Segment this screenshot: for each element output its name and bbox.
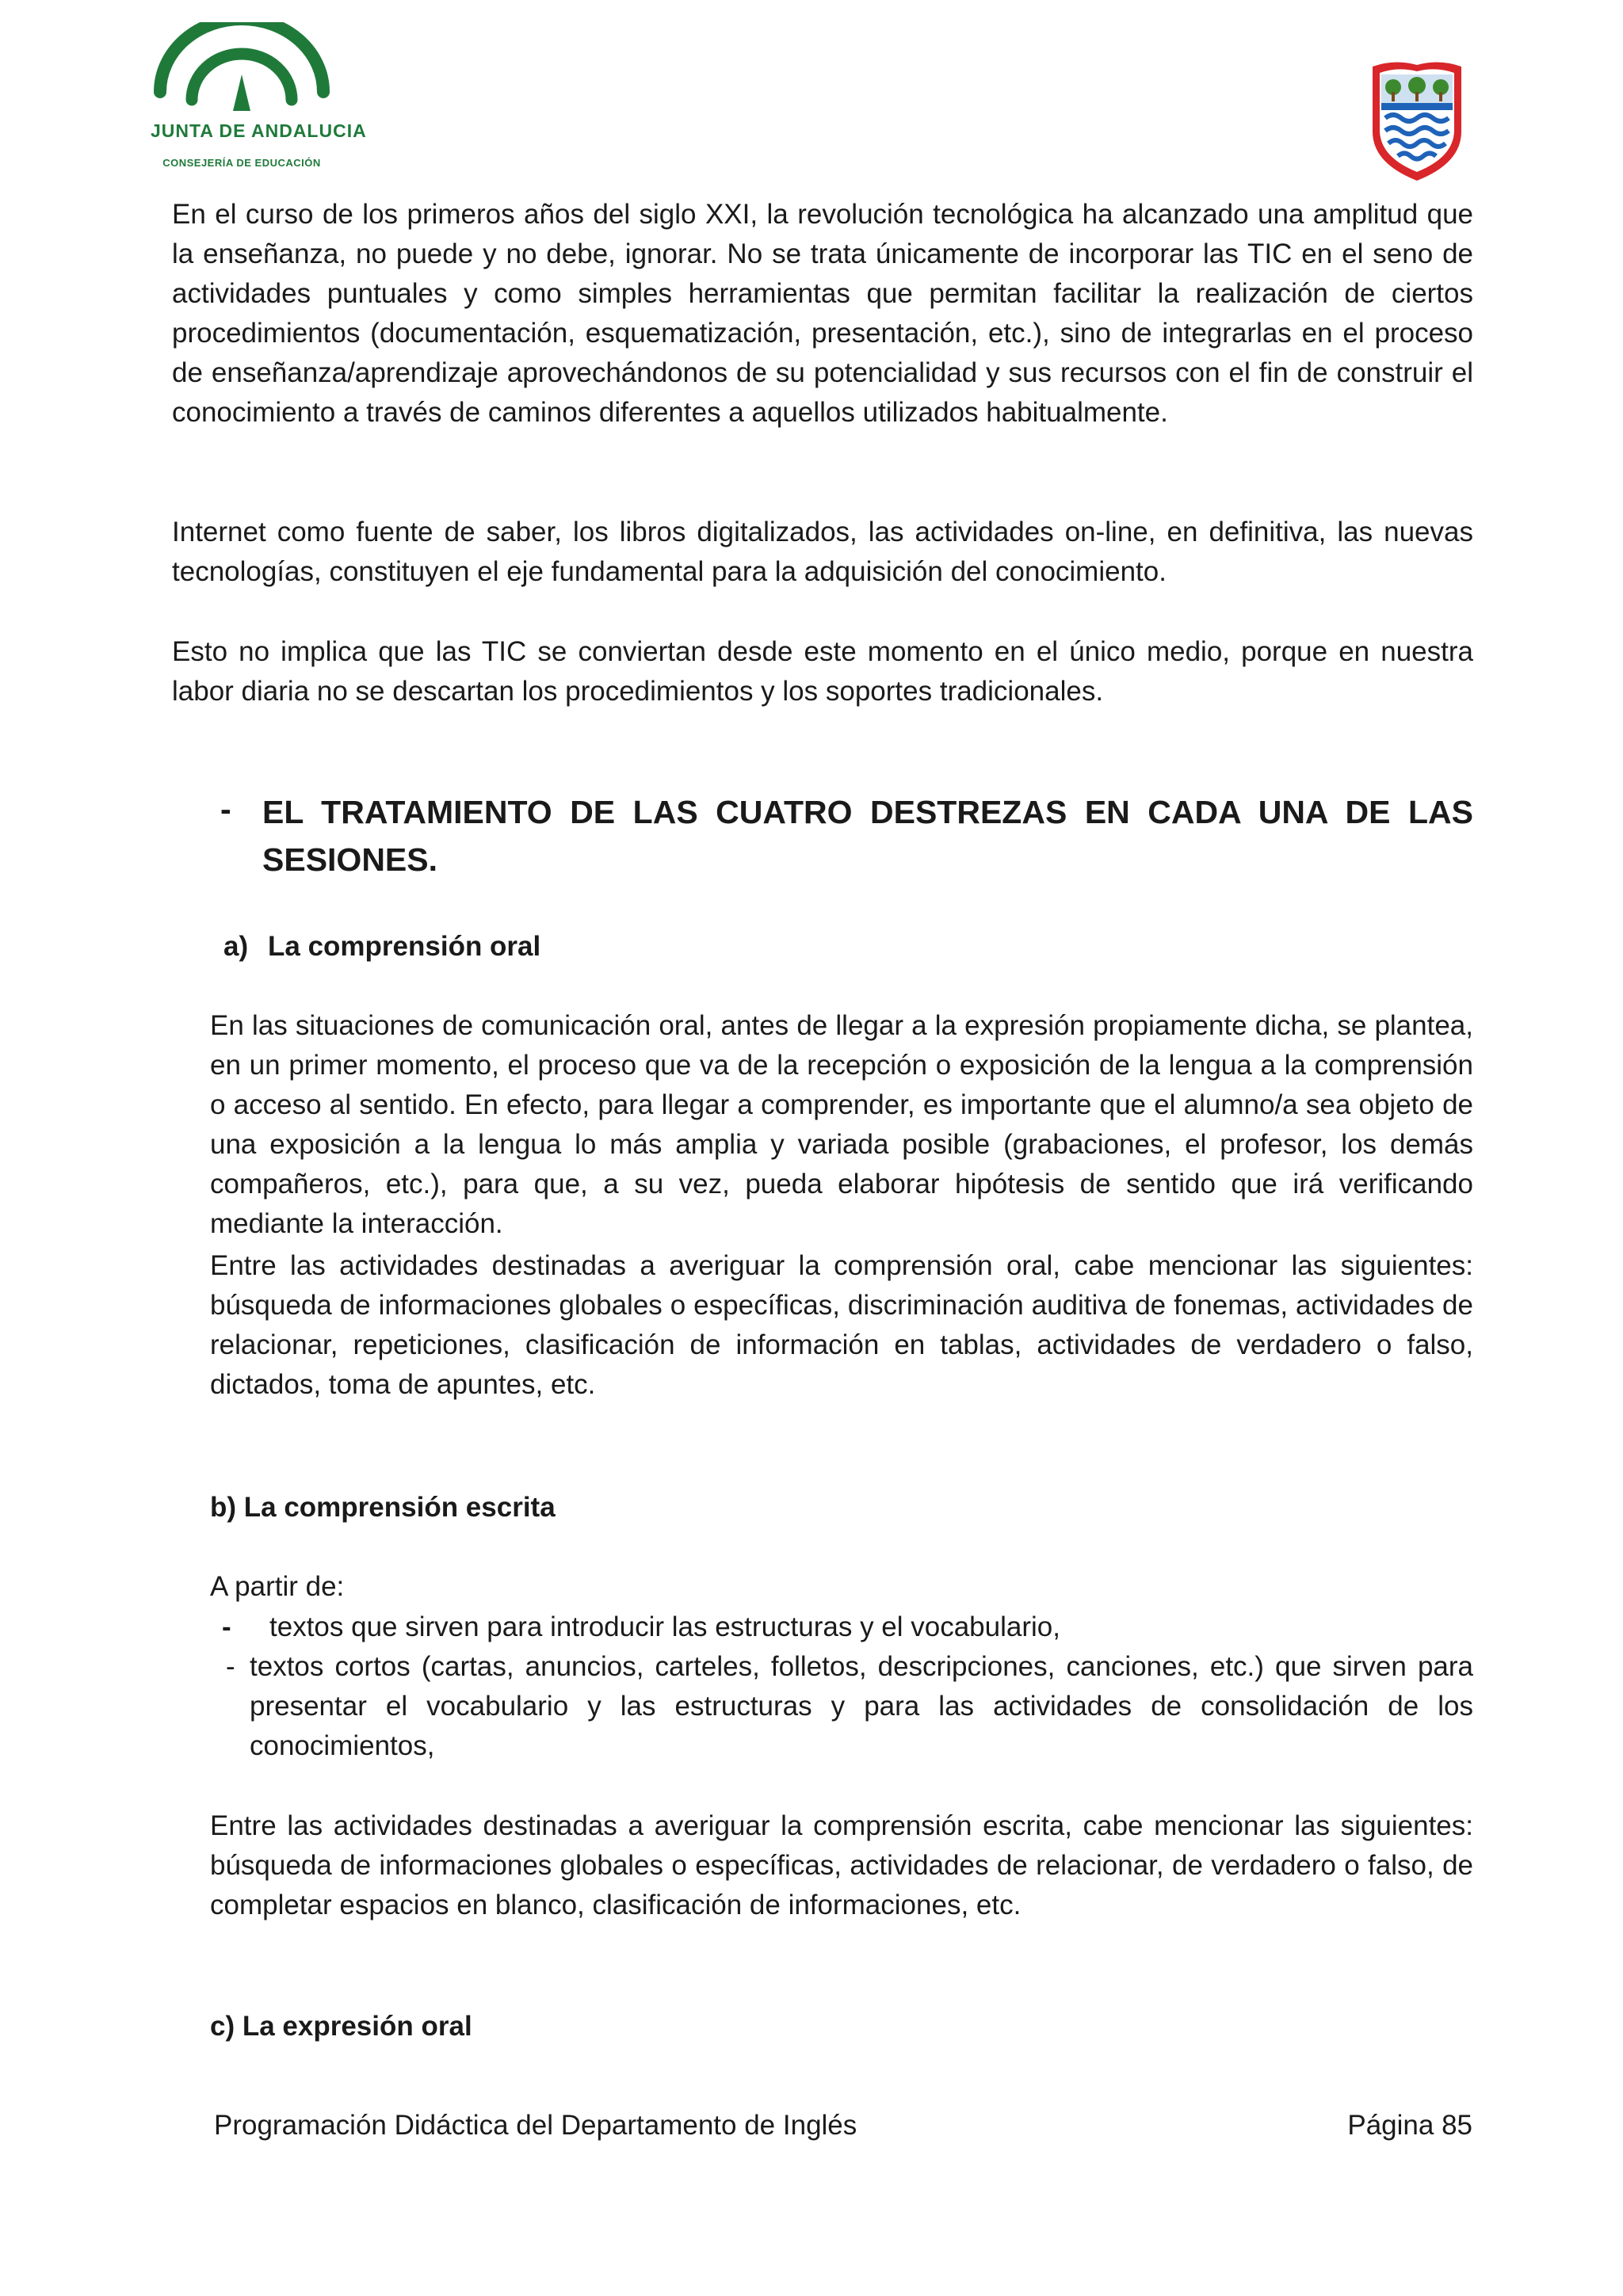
subsection-c-title: c) La expresión oral — [210, 2011, 472, 2042]
school-crest-icon — [1368, 59, 1466, 184]
paragraph-tic-medium: Esto no implica que las TIC se conviertan desde este momento en el único medio, porque en nuestra labor diaria no se descartan los procedimientos y los soportes tradicionales. — [172, 636, 1473, 707]
subsection-a-title: La comprensión oral — [268, 931, 541, 962]
paragraph-oral-activities: Entre las actividades destinadas a averiguar la comprensión oral, cabe mencionar las siguientes: búsqueda de informaciones globales o específicas, discriminación auditiva de fonemas, actividades de relacionar, repeticiones, clasificación de información en tablas, actividades de verdadero o falso, dictados, toma de apuntes, etc. — [210, 1250, 1473, 1400]
heading-bullet: - — [220, 791, 231, 827]
paragraph-written-activities: Entre las actividades destinadas a averiguar la comprensión escrita, cabe mencionar las siguientes: búsqueda de informaciones globales o específicas, actividades de relacionar, de verdadero o falso, de completar espacios en blanco, clasificación de informaciones, etc. — [210, 1810, 1473, 1920]
list-bullet: - — [226, 1651, 235, 1682]
paragraph-internet: Internet como fuente de saber, los libros digitalizados, las actividades on-line, en definitiva, las nuevas tecnologías, constituyen el eje fundamental para la adquisición del conocimiento. — [172, 517, 1473, 587]
section-heading: EL TRATAMIENTO DE LAS CUATRO DESTREZAS EN CADA UNA DE LAS SESIONES. — [262, 794, 1473, 878]
footer-document-title: Programación Didáctica del Departamento de Inglés — [214, 2110, 857, 2141]
footer-page-number: Página 85 — [1347, 2110, 1472, 2141]
junta-de-andalucia-logo — [151, 22, 367, 169]
paragraph-a-partir-de: A partir de: — [210, 1571, 345, 1602]
list-bullet: - — [222, 1611, 231, 1642]
junta-arch-icon — [151, 22, 333, 117]
logo-subtitle: CONSEJERÍA DE EDUCACIÓN — [162, 157, 321, 169]
list-item: textos cortos (cartas, anuncios, carteles, folletos, descripciones, canciones, etc.) que sirven para presentar el vocabulario y las estructuras y para las actividades de consolidación de los conocimientos, — [250, 1651, 1473, 1761]
list-item: textos que sirven para introducir las estructuras y el vocabulario, — [269, 1611, 1060, 1642]
subsection-a-label: a) — [223, 931, 249, 962]
logo-title: JUNTA DE ANDALUCIA — [151, 120, 367, 141]
subsection-b-title: b) La comprensión escrita — [210, 1492, 556, 1523]
paragraph-tic-revolution: En el curso de los primeros años del siglo XXI, la revolución tecnológica ha alcanzado una amplitud que la enseñanza, no puede y no debe, ignorar. No se trata únicamente de incorporar las TIC en el seno de actividades puntuales y como simples herramientas que permitan facilitar la realización de ciertos procedimientos (documentación, esquematización, presentación, etc.), sino de integrarlas en el proceso de enseñanza/aprendizaje aprovechándonos de su potencialidad y sus recursos con el fin de construir el conocimiento a través de caminos diferentes a aquellos utilizados habitualmente. — [172, 199, 1473, 428]
paragraph-oral-comprehension: En las situaciones de comunicación oral, antes de llegar a la expresión propiamente dicha, se plantea, en un primer momento, el proceso que va de la recepción o exposición de la lengua a la comprensión o acceso al sentido. En efecto, para llegar a comprender, es importante que el alumno/a sea objeto de una exposición a la lengua lo más amplia y variada posible (grabaciones, el profesor, los demás compañeros, etc.), para que, a su vez, pueda elaborar hipótesis de sentido que irá verificando mediante la interacción. — [210, 1010, 1473, 1239]
